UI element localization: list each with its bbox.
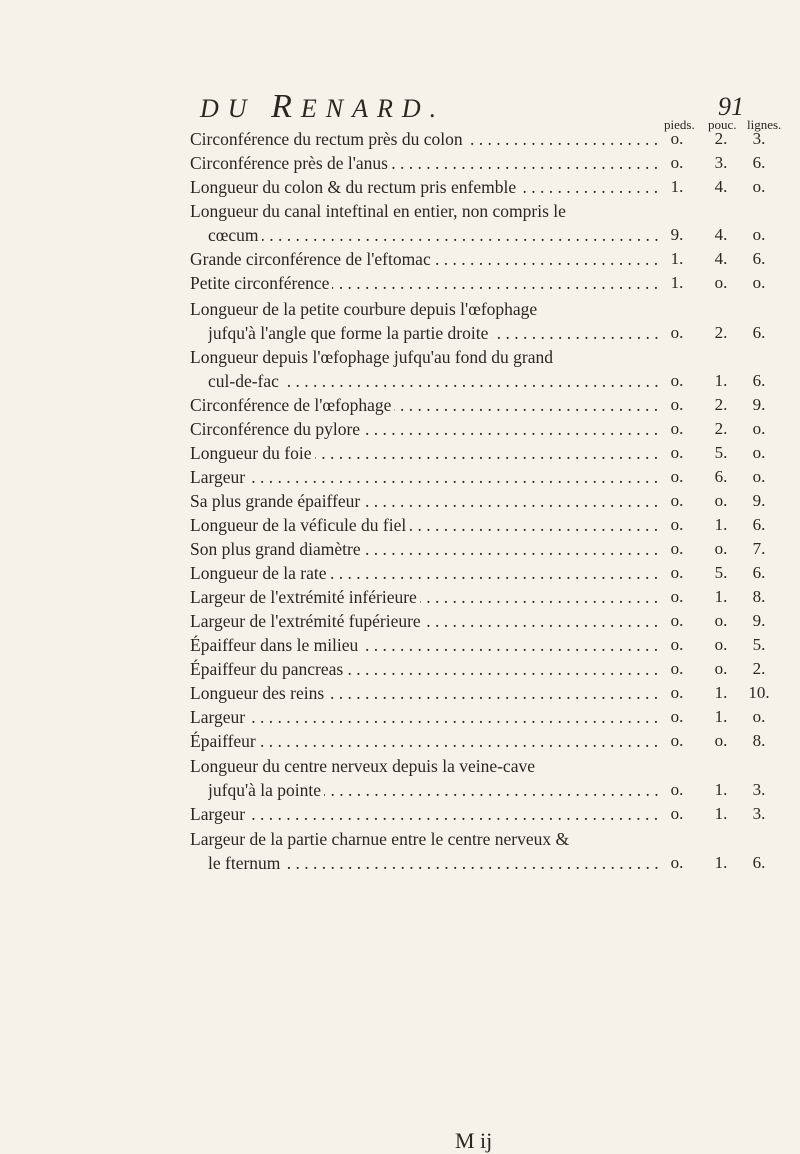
entry-label xyxy=(190,490,658,512)
entry-label xyxy=(190,418,658,440)
table-row xyxy=(208,852,768,874)
value-lignes: 6. xyxy=(752,371,766,390)
value-pieds: o. xyxy=(670,491,684,510)
value-pouces: 1. xyxy=(714,371,728,390)
value-pieds: o. xyxy=(670,443,684,462)
value-pieds: o. xyxy=(670,659,684,678)
value-pouces: 2. xyxy=(714,129,728,148)
value-pouces: o. xyxy=(714,611,728,630)
entry-line: Longueur du centre nerveux depuis la veine-cave xyxy=(190,756,535,776)
value-pieds: o. xyxy=(670,683,684,702)
entry-line: Longueur de la petite courbure depuis l'œfophage xyxy=(190,299,538,319)
entry-label xyxy=(190,152,658,174)
value-pouces: 6. xyxy=(714,467,728,486)
entry-label-text: Petite circonférence xyxy=(190,273,332,293)
entry-label-text: Largeur de l'extrémité inférieure xyxy=(190,587,420,607)
table-row xyxy=(190,730,766,752)
value-lignes: 3. xyxy=(752,780,766,799)
entry-label-text: Largeur xyxy=(190,707,248,727)
entry-label xyxy=(190,803,658,825)
value-pieds: 1. xyxy=(670,177,684,196)
table-row xyxy=(190,658,766,680)
value-pouces: 1. xyxy=(714,804,728,823)
column-header-pouces: pouc. xyxy=(708,117,737,132)
entry-label xyxy=(190,272,658,294)
table-row xyxy=(208,224,768,246)
value-pouces: 1. xyxy=(714,515,728,534)
entry-label-text: Circonférence du pylore xyxy=(190,419,363,439)
value-pieds: o. xyxy=(670,129,684,148)
entry-label xyxy=(190,730,658,752)
value-lignes: 6. xyxy=(752,153,766,172)
signature-mark: M ij xyxy=(455,1128,493,1153)
value-pouces: o. xyxy=(714,491,728,510)
value-pouces: 1. xyxy=(714,780,728,799)
table-row xyxy=(190,128,766,150)
value-pouces: o. xyxy=(714,659,728,678)
entry-label-text: Longueur des reins xyxy=(190,683,327,703)
value-lignes: 6. xyxy=(752,249,766,268)
entry-label-text: Largeur xyxy=(190,804,248,824)
value-pieds: o. xyxy=(670,563,684,582)
entry-label xyxy=(190,466,658,488)
table-row xyxy=(208,322,768,344)
entry-label xyxy=(190,176,658,198)
value-pieds: o. xyxy=(670,323,684,342)
value-pieds: o. xyxy=(670,467,684,486)
table-row xyxy=(190,442,766,464)
value-lignes: 8. xyxy=(752,587,766,606)
value-pouces: o. xyxy=(714,731,728,750)
value-pouces: 1. xyxy=(714,707,728,726)
value-pouces: 1. xyxy=(714,853,728,872)
entry-label xyxy=(190,442,658,464)
table-row xyxy=(190,152,766,174)
value-pieds: o. xyxy=(670,515,684,534)
value-pieds: o. xyxy=(670,611,684,630)
entry-line: Longueur depuis l'œfophage jufqu'au fond du grand xyxy=(190,347,554,367)
entry-label xyxy=(190,586,658,608)
running-head-prefix: DU xyxy=(200,94,256,123)
value-lignes: o. xyxy=(752,707,766,726)
value-lignes: 9. xyxy=(752,491,766,510)
page-number: 91 xyxy=(718,92,744,121)
entry-label xyxy=(190,634,658,656)
value-lignes: o. xyxy=(752,225,766,244)
running-head-initial: R xyxy=(271,88,301,125)
running-head-rest: ENARD. xyxy=(300,94,446,123)
entry-label xyxy=(190,562,658,584)
entry-label xyxy=(190,538,658,560)
value-pouces: 5. xyxy=(714,563,728,582)
value-pieds: 9. xyxy=(670,225,684,244)
entry-label-text: Épaiffeur dans le milieu xyxy=(190,635,361,655)
entry-label-text: cul-de-fac xyxy=(208,371,282,391)
column-header-lignes: lignes. xyxy=(747,117,782,132)
table-row xyxy=(190,634,766,656)
value-lignes: 3. xyxy=(752,129,766,148)
table-row xyxy=(190,682,770,704)
entry-label-text: Épaiffeur xyxy=(190,731,259,751)
table-row xyxy=(190,706,766,728)
table-row xyxy=(190,272,766,294)
value-pieds: o. xyxy=(670,539,684,558)
entry-line: Largeur de la partie charnue entre le centre nerveux & xyxy=(190,829,570,849)
table-row xyxy=(190,394,766,416)
value-lignes: 2. xyxy=(752,659,766,678)
value-pieds: o. xyxy=(670,804,684,823)
entry-label xyxy=(190,128,658,150)
entry-label-text: Son plus grand diamètre xyxy=(190,539,364,559)
value-pouces: 2. xyxy=(714,419,728,438)
entry-label xyxy=(208,852,658,874)
value-pouces: 1. xyxy=(714,587,728,606)
value-pieds: o. xyxy=(670,587,684,606)
value-pieds: 1. xyxy=(670,249,684,268)
table-row xyxy=(190,514,766,536)
entry-label-text: Largeur xyxy=(190,467,248,487)
entry-label-text: Longueur de la rate xyxy=(190,563,330,583)
value-pouces: o. xyxy=(714,539,728,558)
value-pouces: 3. xyxy=(714,153,728,172)
column-header-pieds: pieds. xyxy=(664,117,695,132)
entry-label xyxy=(208,779,658,801)
table-row xyxy=(190,586,766,608)
table-row xyxy=(190,176,766,198)
entry-label-text: cœcum xyxy=(208,225,262,245)
entry-label xyxy=(190,394,658,416)
entry-label xyxy=(190,610,658,632)
entry-label-text: Circonférence du rectum près du colon xyxy=(190,129,466,149)
entry-label xyxy=(190,514,658,536)
value-lignes: o. xyxy=(752,177,766,196)
value-pouces: 4. xyxy=(714,249,728,268)
entry-label-text: Épaiffeur du pancreas xyxy=(190,659,346,679)
table-row xyxy=(208,370,768,392)
entry-label-text: Longueur du colon & du rectum pris enfemble xyxy=(190,177,519,197)
entry-label-text: Longueur de la véficule du fiel xyxy=(190,515,409,535)
entry-label-text: Sa plus grande épaiffeur xyxy=(190,491,363,511)
entry-label-text: jufqu'à l'angle que forme la partie droite xyxy=(208,323,491,343)
value-pouces: 5. xyxy=(714,443,728,462)
value-pieds: o. xyxy=(670,635,684,654)
entry-label xyxy=(208,224,658,246)
value-pieds: o. xyxy=(670,395,684,414)
value-pouces: o. xyxy=(714,273,728,292)
entry-label xyxy=(190,658,658,680)
value-lignes: 10. xyxy=(748,683,770,702)
table-row xyxy=(190,248,766,270)
table-row xyxy=(190,466,766,488)
value-lignes: o. xyxy=(752,273,766,292)
value-pieds: o. xyxy=(670,853,684,872)
table-row xyxy=(190,490,766,512)
entry-label-text: le fternum xyxy=(208,853,283,873)
value-lignes: 6. xyxy=(752,515,766,534)
entry-label xyxy=(190,682,658,704)
value-lignes: 6. xyxy=(752,323,766,342)
entry-label-text: Circonférence de l'œfophage xyxy=(190,395,394,415)
entry-label-text: Longueur du foie xyxy=(190,443,315,463)
value-pieds: o. xyxy=(670,780,684,799)
value-lignes: 9. xyxy=(752,611,766,630)
table-row xyxy=(190,610,766,632)
value-lignes: 9. xyxy=(752,395,766,414)
value-lignes: o. xyxy=(752,467,766,486)
table-row xyxy=(190,803,766,825)
value-pouces: 2. xyxy=(714,323,728,342)
value-lignes: 6. xyxy=(752,853,766,872)
entry-label-text: Circonférence près de l'anus xyxy=(190,153,391,173)
entry-label xyxy=(208,322,658,344)
table-row xyxy=(190,562,766,584)
entry-label-text: Grande circonférence de l'eftomac xyxy=(190,249,434,269)
value-pieds: o. xyxy=(670,731,684,750)
value-pouces: 2. xyxy=(714,395,728,414)
table-row xyxy=(208,779,768,801)
entry-line: Longueur du canal inteftinal en entier, non compris le xyxy=(190,201,566,221)
table-row xyxy=(190,538,766,560)
value-lignes: 5. xyxy=(752,635,766,654)
running-head xyxy=(200,88,445,126)
value-pieds: o. xyxy=(670,371,684,390)
value-pieds: 1. xyxy=(670,273,684,292)
table-row xyxy=(190,418,766,440)
value-pouces: 4. xyxy=(714,177,728,196)
value-pouces: 1. xyxy=(714,683,728,702)
entry-label xyxy=(208,370,658,392)
value-lignes: 3. xyxy=(752,804,766,823)
value-pieds: o. xyxy=(670,419,684,438)
value-lignes: o. xyxy=(752,443,766,462)
value-pieds: o. xyxy=(670,153,684,172)
entry-label xyxy=(190,248,658,270)
value-lignes: 8. xyxy=(752,731,766,750)
entry-label-text: jufqu'à la pointe xyxy=(208,780,324,800)
entry-label xyxy=(190,706,658,728)
value-lignes: 7. xyxy=(752,539,766,558)
value-lignes: o. xyxy=(752,419,766,438)
value-pouces: 4. xyxy=(714,225,728,244)
value-pieds: o. xyxy=(670,707,684,726)
value-lignes: 6. xyxy=(752,563,766,582)
value-pouces: o. xyxy=(714,635,728,654)
entry-label-text: Largeur de l'extrémité fupérieure xyxy=(190,611,424,631)
